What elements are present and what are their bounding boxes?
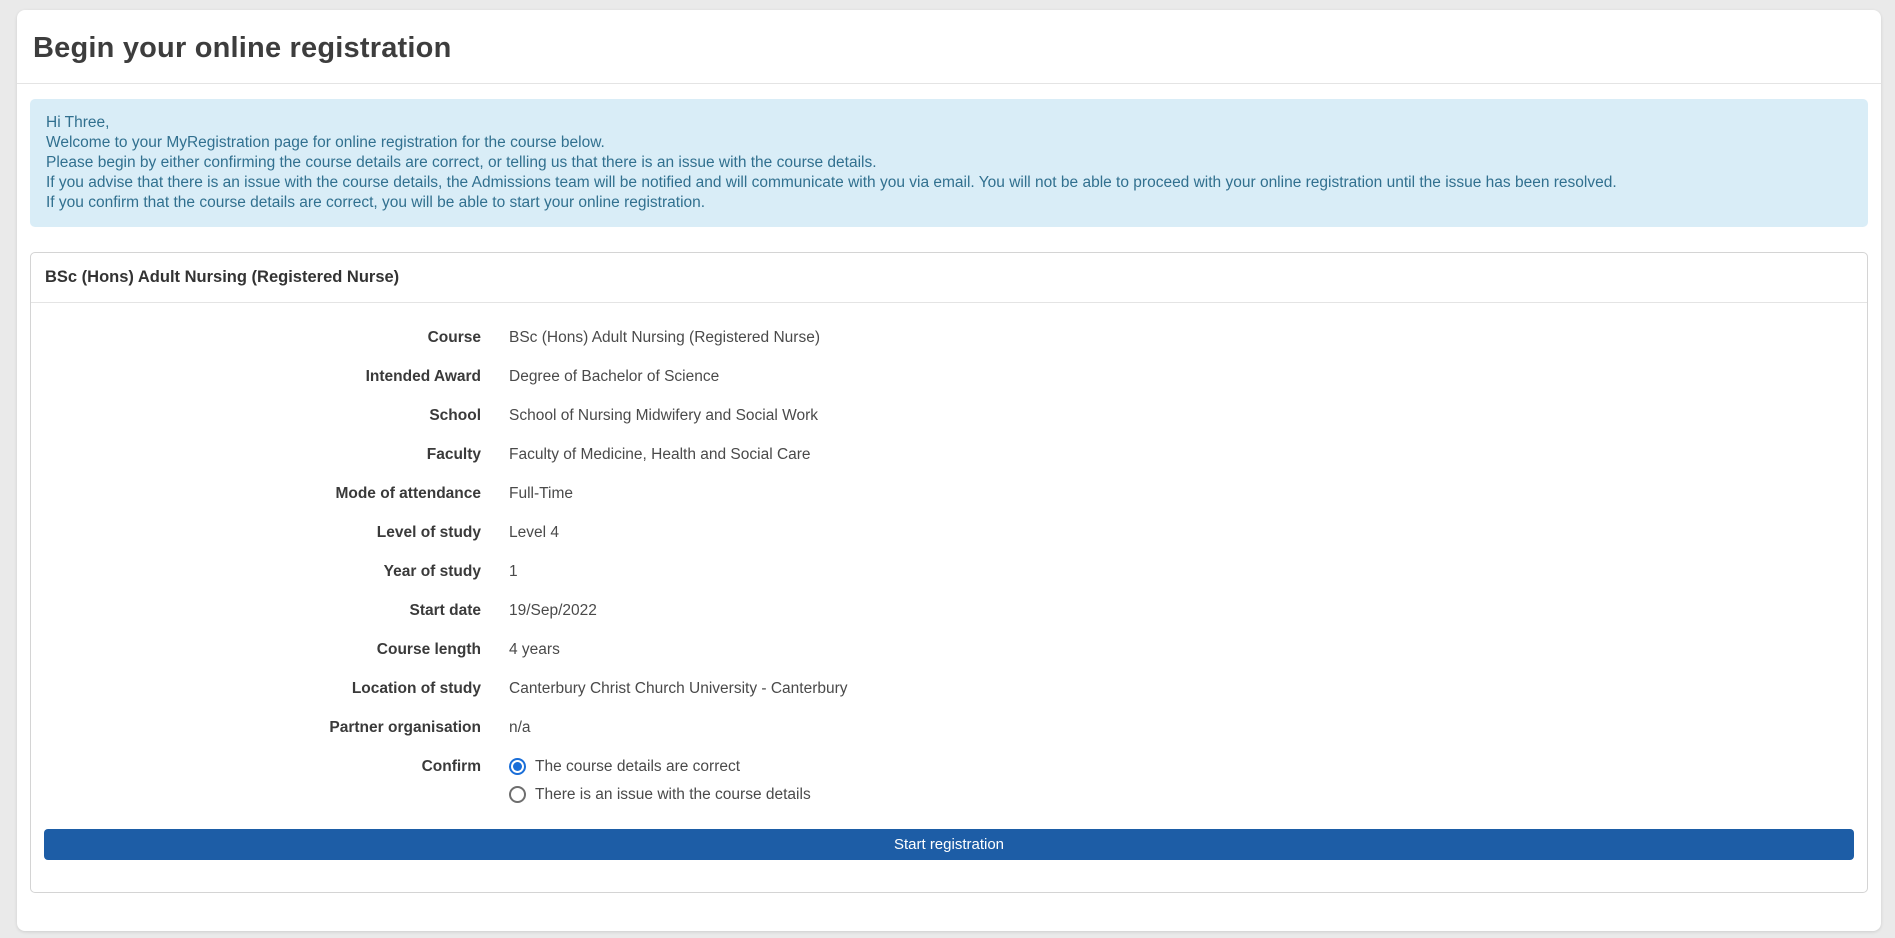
- radio-option-label: There is an issue with the course details: [535, 786, 811, 803]
- field-label: Start date: [409, 602, 481, 619]
- field-label: Location of study: [351, 680, 481, 697]
- field-value: n/a: [509, 719, 531, 736]
- page-header: [17, 10, 1881, 84]
- welcome-alert: [30, 99, 1868, 227]
- field-label: Intended Award: [365, 368, 481, 385]
- confirm-option[interactable]: [509, 756, 1855, 777]
- field-label: School: [429, 407, 481, 424]
- field-label: Course: [427, 329, 481, 346]
- course-details-card: [30, 252, 1868, 893]
- field-value: 1: [509, 563, 518, 580]
- radio-option-label: The course details are correct: [535, 758, 741, 775]
- course-detail-row: [43, 678, 1855, 700]
- course-detail-row: [43, 600, 1855, 622]
- course-detail-row: [43, 327, 1855, 349]
- alert-line: Hi Three,: [46, 114, 110, 131]
- alert-line: If you confirm that the course details are correct, you will be able to start your online registration.: [46, 194, 706, 211]
- course-detail-row: [43, 444, 1855, 466]
- field-label: Year of study: [383, 563, 481, 580]
- radio-button-icon[interactable]: [509, 758, 526, 775]
- course-detail-row: [43, 561, 1855, 583]
- field-label: Partner organisation: [329, 719, 481, 736]
- confirm-label: Confirm: [421, 758, 481, 775]
- confirm-radio-group: [509, 756, 1855, 805]
- radio-button-icon[interactable]: [509, 786, 526, 803]
- alert-line: If you advise that there is an issue with the course details, the Admissions team will be notified and will communicate with you via email. You will not be able to proceed with your online registration until the issue has been resolved.: [46, 174, 1617, 191]
- field-value: Full-Time: [509, 485, 574, 502]
- course-card-title: BSc (Hons) Adult Nursing (Registered Nurse): [45, 268, 400, 286]
- start-registration-button[interactable]: Start registration: [44, 829, 1854, 860]
- course-card-body: [31, 303, 1867, 892]
- field-value: Canterbury Christ Church University - Canterbury: [509, 680, 848, 697]
- course-fields: [43, 327, 1855, 739]
- course-detail-row: [43, 405, 1855, 427]
- course-card-header: [31, 253, 1867, 303]
- field-value: School of Nursing Midwifery and Social Work: [509, 407, 818, 424]
- course-detail-row: [43, 483, 1855, 505]
- page-title: Begin your online registration: [33, 32, 452, 64]
- field-value: Level 4: [509, 524, 559, 541]
- page-content: [17, 84, 1881, 931]
- field-value: 19/Sep/2022: [509, 602, 597, 619]
- field-value: Degree of Bachelor of Science: [509, 368, 720, 385]
- course-detail-row: [43, 717, 1855, 739]
- registration-panel: [17, 10, 1881, 931]
- alert-line: Please begin by either confirming the course details are correct, or telling us that there is an issue with the course details.: [46, 154, 877, 171]
- field-label: Faculty: [426, 446, 481, 463]
- confirm-row: [43, 756, 1855, 805]
- field-label: Course length: [376, 641, 481, 658]
- field-value: Faculty of Medicine, Health and Social Care: [509, 446, 811, 463]
- course-detail-row: [43, 522, 1855, 544]
- alert-line: Welcome to your MyRegistration page for online registration for the course below.: [46, 134, 605, 151]
- field-value: 4 years: [509, 641, 560, 658]
- field-label: Level of study: [376, 524, 481, 541]
- field-label: Mode of attendance: [335, 485, 481, 502]
- course-detail-row: [43, 366, 1855, 388]
- course-detail-row: [43, 639, 1855, 661]
- confirm-option[interactable]: [509, 784, 1855, 805]
- field-value: BSc (Hons) Adult Nursing (Registered Nurse): [509, 329, 820, 346]
